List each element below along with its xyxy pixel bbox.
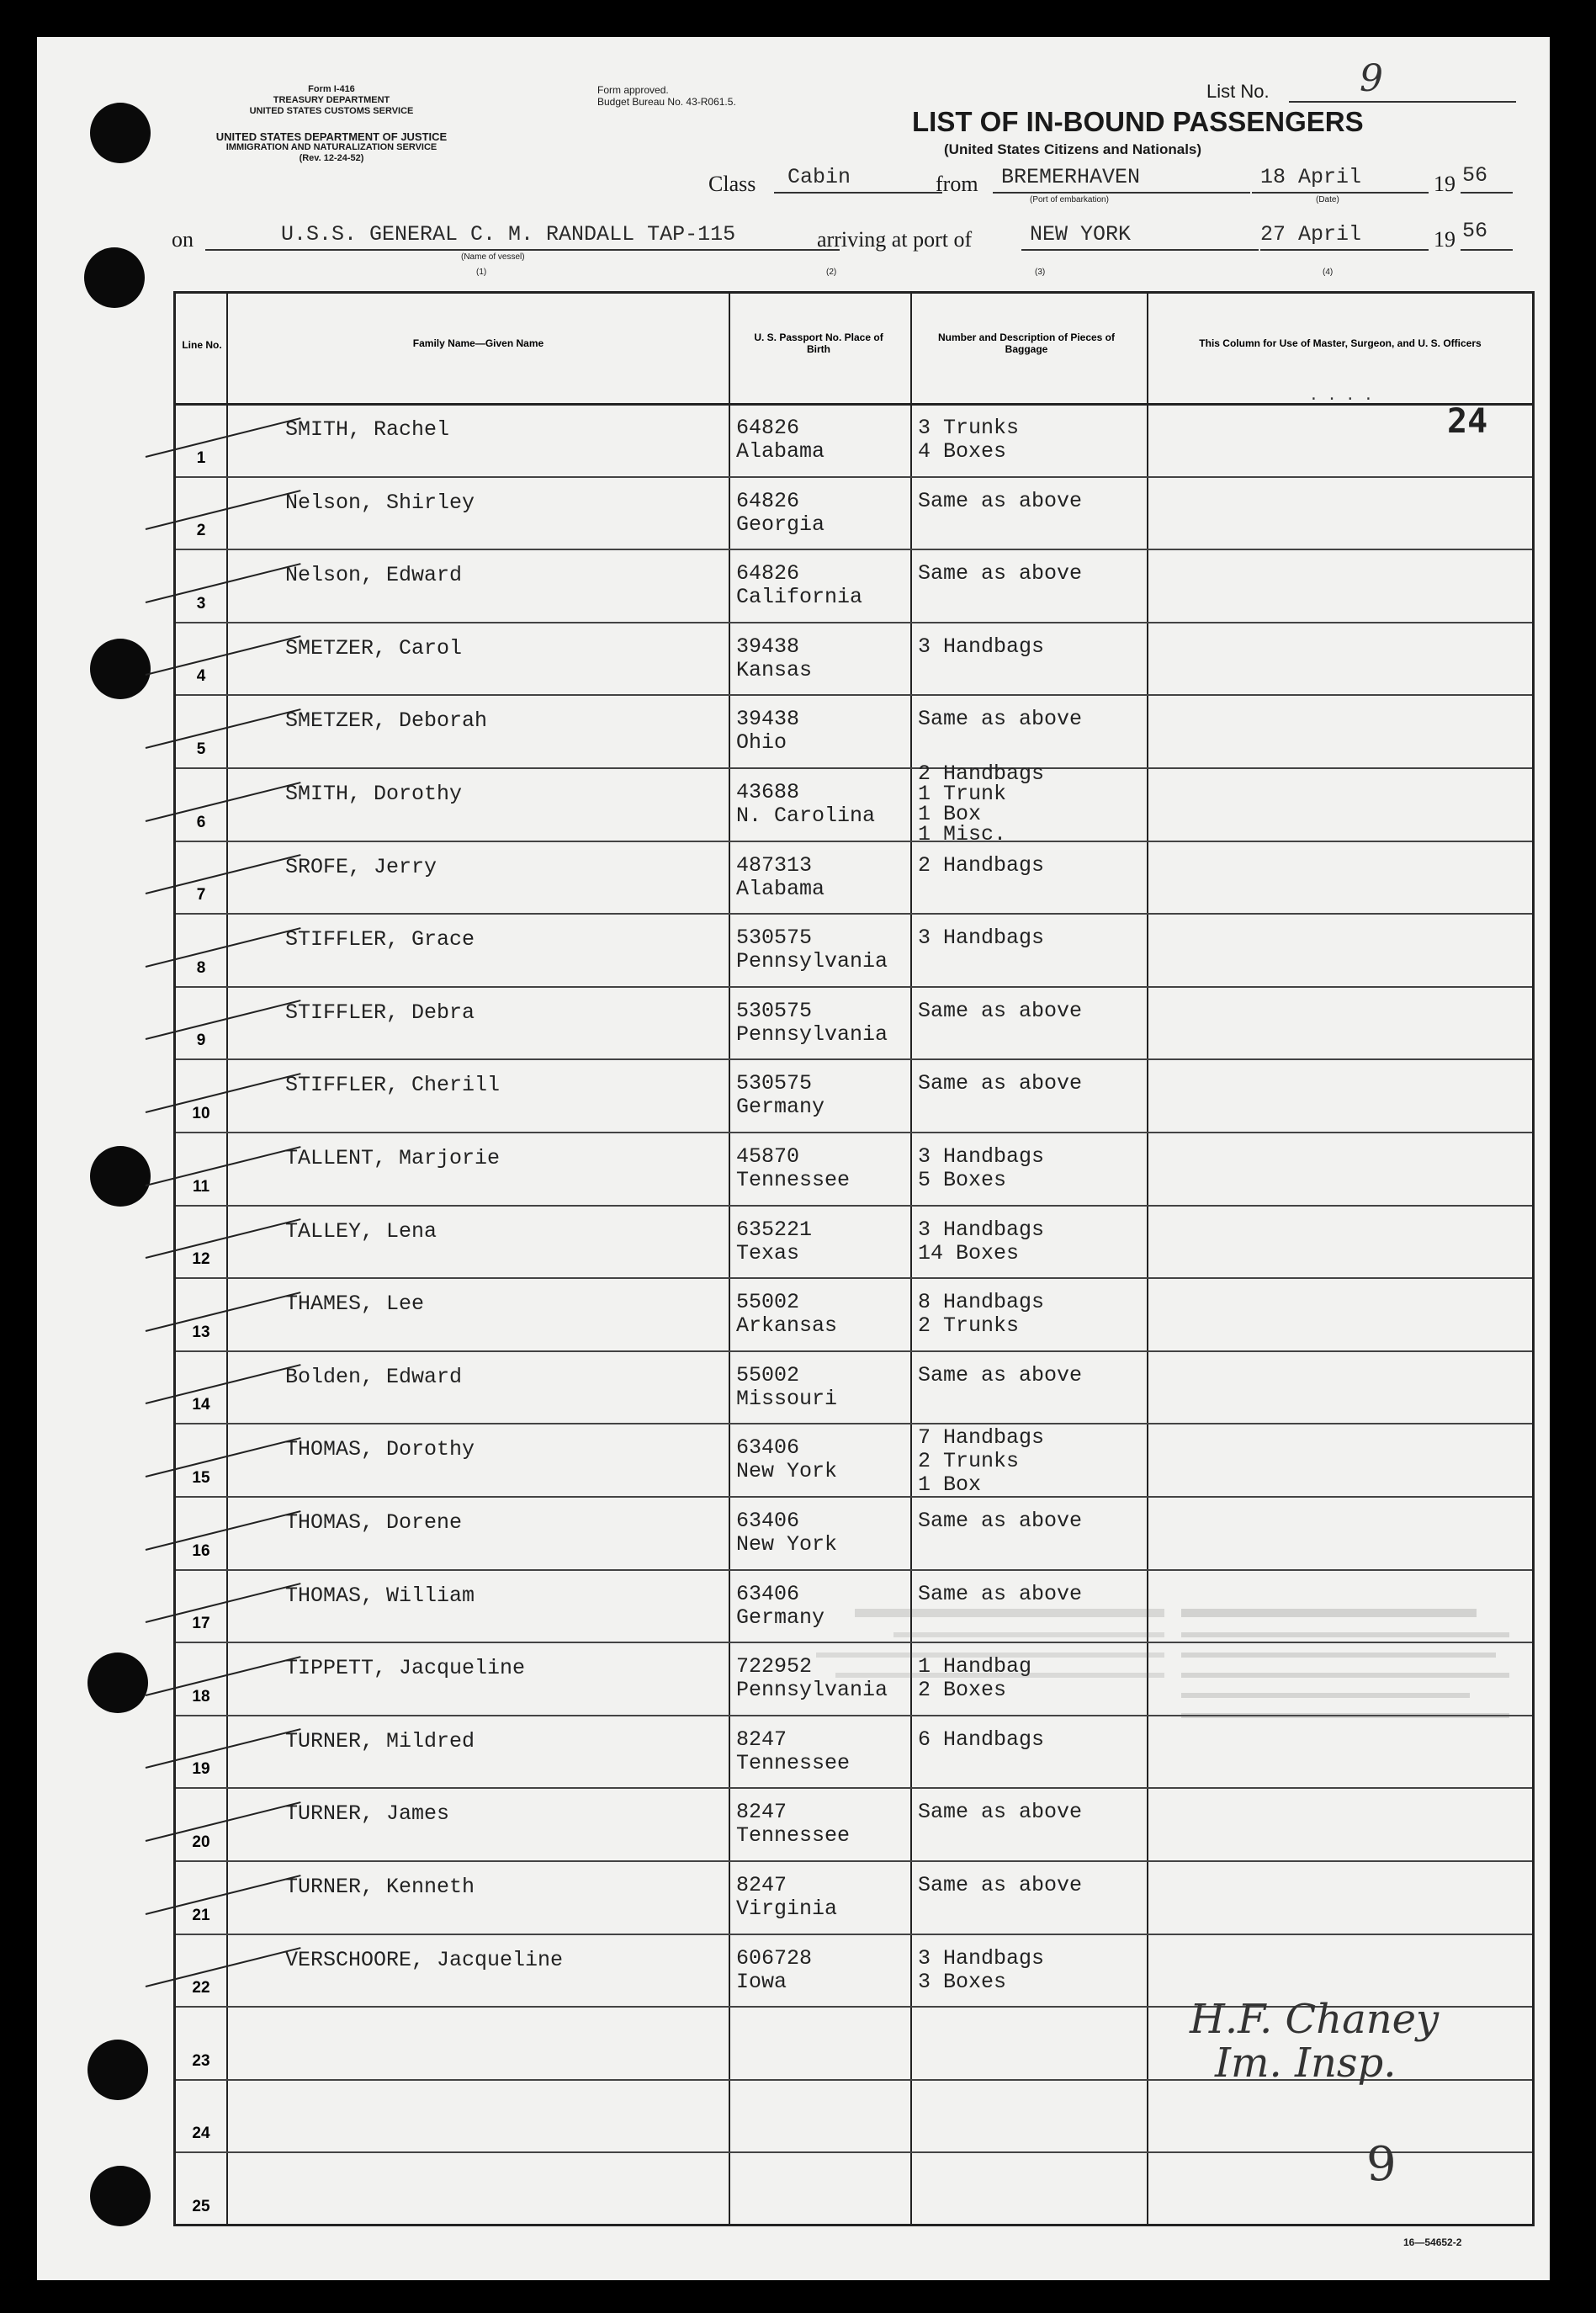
document-page (37, 37, 1550, 2280)
passport-number: 487313 (736, 852, 813, 878)
table-row (176, 1423, 1532, 1496)
header-passport: U. S. Passport No. Place of Birth (754, 332, 883, 355)
table-row (176, 1496, 1532, 1569)
place-of-birth: New York (736, 1459, 838, 1484)
baggage-description: 3 Handbags 14 Boxes (918, 1217, 1045, 1265)
table-row (176, 622, 1532, 695)
passport-number: 530575 (736, 998, 813, 1023)
passport-number: 64826 (736, 561, 800, 586)
arriving-label: arriving at port of (817, 227, 973, 252)
baggage-description: 3 Handbags (918, 926, 1045, 951)
table-row (176, 476, 1532, 549)
depart-year: 56 (1462, 163, 1488, 188)
baggage-description: Same as above (918, 1509, 1083, 1533)
passenger-name: TIPPETT, Jacqueline (285, 1656, 526, 1681)
col2-number: (2) (826, 268, 837, 277)
form-number: Form I-416 (308, 84, 355, 94)
line-number: 4 (196, 667, 206, 686)
place-of-birth: Texas (736, 1240, 800, 1265)
place-of-birth: New York (736, 1532, 838, 1557)
place-of-birth: N. Carolina (736, 804, 876, 828)
line-number: 11 (192, 1177, 210, 1196)
place-of-birth: Germany (736, 1605, 825, 1630)
budget-text: Budget Bureau No. 43-R061.5. (597, 96, 736, 108)
passenger-name: SMETZER, Carol (285, 635, 463, 660)
table-row (176, 841, 1532, 914)
passenger-count: 24 (1447, 402, 1488, 441)
baggage-description: 3 Handbags (918, 634, 1045, 659)
table-row (176, 1205, 1532, 1278)
place-of-birth: Pennsylvania (736, 949, 888, 974)
passport-number: 39438 (736, 634, 800, 659)
list-no-label: List No. (1206, 81, 1270, 102)
baggage-description: 3 Handbags 3 Boxes (918, 1945, 1045, 1994)
signature-title: Im. Insp. (1215, 2040, 1397, 2087)
form-service: UNITED STATES CUSTOMS SERVICE (249, 106, 414, 116)
table-row (176, 761, 1532, 846)
form-id-block (163, 84, 500, 117)
officer-signature (1190, 1997, 1439, 2085)
baggage-description: 2 Handbags (918, 852, 1045, 878)
place-of-birth: Iowa (736, 1969, 787, 1994)
vessel-underline (205, 249, 840, 251)
passport-number: 8247 (736, 1873, 787, 1897)
line-number: 21 (192, 1906, 210, 1924)
baggage-description: Same as above (918, 1873, 1083, 1897)
baggage-description: Same as above (918, 1071, 1083, 1096)
passenger-name: TURNER, Mildred (285, 1728, 475, 1753)
place-of-birth: Virginia (736, 1897, 838, 1921)
passport-number: 43688 (736, 780, 800, 804)
baggage-description: 3 Handbags 5 Boxes (918, 1144, 1045, 1192)
baggage-description: 3 Trunks 4 Boxes (918, 416, 1020, 464)
year-prefix-2: 19 (1434, 227, 1455, 252)
embark-port: BREMERHAVEN (1001, 165, 1141, 189)
document-subtitle: (United States Citizens and Nationals) (944, 141, 1202, 157)
line-number: 24 (192, 2125, 210, 2143)
passenger-name: THAMES, Lee (285, 1292, 425, 1317)
header-name: Family Name—Given Name (412, 337, 544, 349)
passenger-name: SMITH, Dorothy (285, 782, 463, 806)
line-number: 16 (192, 1541, 210, 1560)
year2-underline (1461, 249, 1513, 251)
passport-number: 55002 (736, 1362, 800, 1387)
line-number: 9 (196, 1032, 206, 1050)
passenger-name: STIFFLER, Debra (285, 1000, 475, 1025)
table-row (176, 403, 1532, 476)
line-number: 3 (196, 594, 206, 613)
baggage-description: 7 Handbags 2 Trunks 1 Box (918, 1425, 1045, 1498)
passenger-name: THOMAS, Dorothy (285, 1437, 475, 1462)
baggage-description: Same as above (918, 1581, 1083, 1606)
passenger-name: SMITH, Rachel (285, 417, 450, 442)
baggage-description: Same as above (918, 561, 1083, 586)
table-row (176, 2151, 1532, 2225)
line-number: 23 (192, 2051, 210, 2070)
place-of-birth: California (736, 585, 863, 610)
binder-hole (90, 2166, 151, 2226)
passenger-name: TALLEY, Lena (285, 1218, 437, 1244)
print-code: 16—54652-2 (1403, 2236, 1462, 2248)
passenger-name: SMETZER, Deborah (285, 708, 488, 734)
baggage-description: Same as above (918, 1362, 1083, 1387)
place-of-birth: Ohio (736, 730, 787, 756)
tally-marks: · · · · (1309, 390, 1373, 408)
form-justice: UNITED STATES DEPARTMENT OF JUSTICE (215, 130, 448, 143)
from-label: from (936, 172, 978, 196)
header-officers: This Column for Use of Master, Surgeon, and U. S. Officers (1199, 337, 1482, 349)
place-of-birth: Missouri (736, 1386, 838, 1411)
line-number: 13 (192, 1323, 210, 1341)
passport-number: 530575 (736, 926, 813, 951)
binder-hole (90, 103, 151, 163)
on-label: on (172, 227, 194, 252)
baggage-description: 8 Handbags 2 Trunks (918, 1290, 1045, 1339)
table-row (176, 2079, 1532, 2152)
baggage-description: Same as above (918, 1800, 1083, 1825)
passport-number: 39438 (736, 707, 800, 732)
passport-number: 606728 (736, 1945, 813, 1971)
baggage-description: Same as above (918, 707, 1083, 732)
place-of-birth: Tennessee (736, 1823, 851, 1849)
arrival-port-underline (1021, 249, 1259, 251)
place-of-birth: Tennessee (736, 1750, 851, 1775)
port-caption: (Port of embarkation) (1030, 195, 1109, 204)
line-number: 8 (196, 958, 206, 977)
passport-number: 63406 (736, 1581, 800, 1606)
passport-number: 64826 (736, 416, 800, 440)
depart-date: 18 April (1260, 165, 1362, 189)
passport-number: 8247 (736, 1800, 787, 1825)
line-number: 22 (192, 1979, 210, 1997)
col1-number: (1) (476, 268, 487, 277)
line-number: 5 (196, 740, 206, 758)
form-justice-block (163, 131, 500, 164)
passport-number: 8247 (736, 1727, 787, 1752)
line-number: 14 (192, 1396, 210, 1414)
line-number: 25 (192, 2197, 210, 2215)
baggage-description: 1 Handbag 2 Boxes (918, 1654, 1032, 1703)
table-row (176, 913, 1532, 986)
table-row (176, 986, 1532, 1059)
baggage-description: Same as above (918, 998, 1083, 1023)
line-number: 20 (192, 1833, 210, 1851)
vessel-caption: (Name of vessel) (461, 252, 525, 262)
col3-number: (3) (1035, 268, 1046, 277)
line-number: 17 (192, 1615, 210, 1633)
passenger-name: TURNER, Kenneth (285, 1875, 475, 1899)
form-department: TREASURY DEPARTMENT (273, 95, 390, 105)
form-revision: (Rev. 12-24-52) (299, 153, 364, 163)
place-of-birth: Georgia (736, 512, 825, 537)
passenger-name: SROFE, Jerry (285, 854, 437, 879)
arrival-date: 27 April (1260, 222, 1362, 247)
line-number: 6 (196, 813, 206, 831)
passenger-name: THOMAS, William (285, 1583, 475, 1608)
passenger-name: Bolden, Edward (285, 1364, 463, 1389)
passenger-table (173, 291, 1535, 2226)
header-baggage: Number and Description of Pieces of Baggage (937, 332, 1116, 355)
place-of-birth: Germany (736, 1095, 825, 1120)
binder-hole (87, 1653, 148, 1713)
list-no-value: 9 (1360, 57, 1383, 100)
line-number: 19 (192, 1760, 210, 1779)
table-row (176, 1132, 1532, 1205)
place-of-birth: Pennsylvania (736, 1678, 888, 1703)
passenger-name: TURNER, James (285, 1801, 450, 1827)
from-underline (993, 192, 1250, 194)
passport-number: 45870 (736, 1144, 800, 1169)
line-number: 15 (192, 1468, 210, 1487)
bleed-through-text (1181, 1600, 1509, 1853)
approved-text: Form approved. (597, 84, 669, 96)
header-line-no: Line No. (182, 339, 222, 351)
passenger-name: VERSCHOORE, Jacqueline (285, 1947, 564, 1972)
passport-number: 55002 (736, 1290, 800, 1315)
document-title: LIST OF IN-BOUND PASSENGERS (912, 106, 1364, 137)
line-number: 10 (192, 1104, 210, 1122)
list-no-underline (1289, 101, 1516, 103)
budget-approval (597, 84, 736, 108)
year-prefix-1: 19 (1434, 172, 1455, 196)
class-label: Class (708, 172, 756, 196)
signature-name: H.F. Chaney (1190, 1996, 1440, 2043)
passport-number: 63406 (736, 1435, 800, 1461)
col4-number: (4) (1323, 268, 1334, 277)
line-number: 18 (192, 1687, 210, 1706)
bleed-through-text (777, 1600, 1164, 1853)
binder-hole (84, 247, 145, 308)
place-of-birth: Alabama (736, 876, 825, 901)
table-row (176, 1058, 1532, 1132)
vessel-name: U.S.S. GENERAL C. M. RANDALL TAP-115 (281, 222, 736, 247)
binder-hole (90, 639, 151, 699)
baggage-description: 2 Handbags 1 Trunk 1 Box 1 Misc. (918, 761, 1045, 846)
passenger-name: TALLENT, Marjorie (285, 1146, 501, 1170)
baggage-description: 6 Handbags (918, 1727, 1045, 1752)
form-immigration: IMMIGRATION AND NATURALIZATION SERVICE (225, 142, 437, 152)
passport-number: 63406 (736, 1509, 800, 1533)
place-of-birth: Alabama (736, 439, 825, 464)
place-of-birth: Tennessee (736, 1168, 851, 1192)
date-caption: (Date) (1316, 195, 1339, 204)
passport-number: 635221 (736, 1217, 813, 1242)
year1-underline (1461, 192, 1513, 194)
passenger-name: STIFFLER, Grace (285, 927, 475, 952)
line-number: 7 (196, 886, 206, 905)
passenger-name: Nelson, Shirley (285, 490, 475, 515)
place-of-birth: Pennsylvania (736, 1021, 888, 1047)
table-row (176, 1860, 1532, 1934)
arrival-port: NEW YORK (1030, 222, 1132, 247)
place-of-birth: Arkansas (736, 1313, 838, 1339)
place-of-birth: Kansas (736, 657, 813, 682)
passenger-name: THOMAS, Dorene (285, 1510, 463, 1535)
class-value: Cabin (787, 165, 851, 189)
line-number: 2 (196, 522, 206, 540)
class-underline (774, 192, 942, 194)
arrival-year: 56 (1462, 219, 1488, 243)
depart-date-underline (1252, 192, 1429, 194)
line-number: 1 (196, 448, 206, 467)
table-row (176, 549, 1532, 622)
page-mark: 9 (1366, 2137, 1397, 2192)
table-row (176, 1277, 1532, 1350)
line-number: 12 (192, 1250, 210, 1269)
binder-hole (87, 2040, 148, 2100)
passport-number: 64826 (736, 488, 800, 513)
passenger-name: Nelson, Edward (285, 563, 463, 588)
baggage-description: Same as above (918, 488, 1083, 513)
table-row (176, 694, 1532, 767)
passport-number: 722952 (736, 1654, 813, 1679)
passport-number: 530575 (736, 1071, 813, 1096)
passenger-name: STIFFLER, Cherill (285, 1073, 501, 1098)
arrival-date-underline (1260, 249, 1429, 251)
binder-hole (90, 1146, 151, 1207)
table-row (176, 1350, 1532, 1424)
